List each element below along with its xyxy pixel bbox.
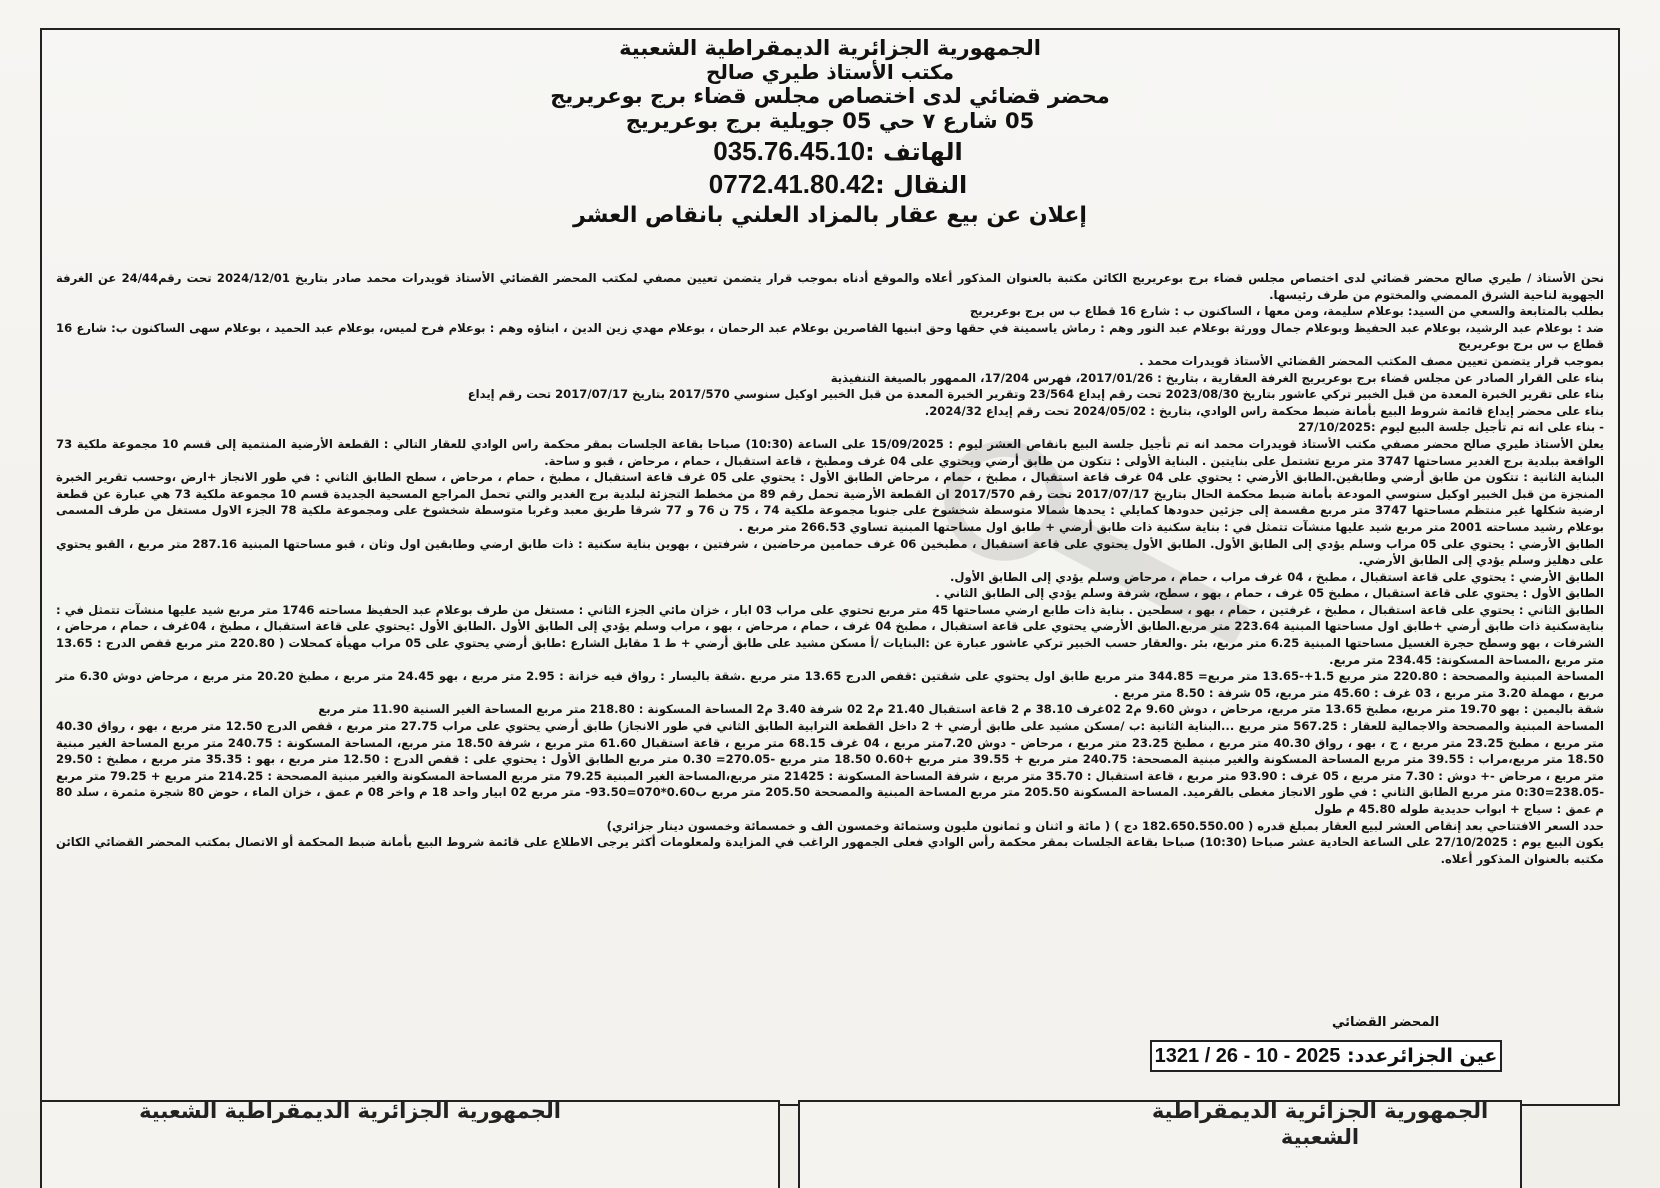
body-paragraph: المساحة المبنية والمصححة والاجمالية للعقار : 567.25 متر مربع ...البناية الثانية :ب /مسكن مشيد على طابق أرضي + 2 داخل القطعة الترابية الطابق الثاني في طور الانجاز) طابق أرضي يحتوي على مراب 27.75 متر مربع ، قفص الدرج 12.50 متر مربع ، بهو ، رواق 40.30 متر مربع ، مطبخ 23.25 متر مربع ، ج ، بهو ، رواق 40.30 متر مربع ، مطبخ 23.25 متر مربع ، مرحاض - دوش 7.20متر مربع ، 04 غرف 68.15 متر مربع ، قاعة استقبال 61.60 متر مربع ، شرفة 18.50 متر مربع، المساحة المسكونة : 240.75 متر مربع المساحة الغير مبنية 18.50 متر مربع،مراب : 39.55 متر مربع المساحة المسكونة والغير مبنية المصححة: 240.75 متر مربع + 39.55 متر مربع +0.60 18.50 متر مربع -270.05= 0.30 متر مربع الطابق الأول : يحتوي على : قفص الدرج : 12.50 متر مربع ، بهو : 35.35 متر مربع ، مطبخ : 29.50 متر مربع ، مرحاض -+ دوش : 7.30 متر مربع ، 05 غرف : 93.90 متر مربع ، قاعة استقبال : 35.70 متر مربع ، شرفة المساحة المسكونة : 21425 متر مربع،المساحة الغير المبنية 79.25 متر مربع المساحة المسكونة والغير مبنية المصححة : 214.25 متر مربع + 79.25 متر مربع -238.05=0:30 متر مربع الطابق الثاني : في طور الانجاز مغطى بالقرميد. المساحة المسكونة 205.50 متر مربع المساحة المبنية والمصححة 205.50 متر مربع ب0.60*070=93.50- متر مربع 02 ابيار واحد 18 م واخر 08 م عمق ، خزان الماء ، حوض 80 شجرة مثمرة ، سلد 80 م عمق : سياج + ابواب حديدية طوله 45.80 م طول bbox=[56, 719, 1604, 816]
mobile-label: النقال : bbox=[875, 170, 968, 199]
bailiff-signature-label: المحضر القضائي bbox=[1332, 1015, 1440, 1030]
next-notice-left bbox=[40, 1100, 780, 1188]
body-paragraph: بموجب قرار يتضمن تعيين مصف المكتب المحضر القضائي الأستاذ قويدرات محمد . bbox=[1139, 353, 1604, 368]
body-paragraph: الطابق الأول : يحتوي على قاعة استقبال ، مطبخ 05 غرف ، حمام ، بهو ، سطح، شرفة وسلم يؤدي إلى الطابق الثاني . bbox=[935, 586, 1604, 601]
body-paragraph: - بناء على انه تم تأجيل جلسة البيع ليوم :27/10/2025 bbox=[1298, 420, 1604, 435]
next-notice-right bbox=[798, 1100, 1522, 1188]
body-paragraph: الطابق الثاني : يحتوي على قاعة استقبال ، مطبخ ، غرفتين ، حمام ، بهو ، سطحين . بناية ذات طابع ارضي مساحتها 45 متر مربع تحتوي على مراب 03 ابار ، خزان مائي الجزء الثاني : مستغل من طرف بوعلام عبد الحفيظ مساحته 1746 متر مربع شيد عليها منشآت تتمثل في : بنايةسكنية ذات طابق أرضي +طابق اول مساحتها المبنية 223.64 متر مربع.الطابق الأرضي يحتوي على قاعة استقبال ، مطبخ 04 غرف ، حمام ، مرحاض ، بهو ، مراب وسلم يؤدي إلى الطابق الأول .الطابق الأول :يحتوي على قاعة استقبال ، مطبخ ، 04غرف ، حمام ، مرحاض ، الشرفات ، بهو وسطح حجرة الغسيل مساحتها المبنية 6.25 متر مربع، بئر .والعقار حسب الخبير تركي عاشور عبارة عن :البنايات /أ مسكن مشيد على طابق أرضي + ط 1 مقابل الشارع :طابق أرضي يحتوي على 05 مراب مهيأة كمحلات ( 220.80 متر مربع قفص الدرج : 13.65 متر مربع ،المساحة المسكونة: 234.45 متر مربع. bbox=[56, 602, 1605, 667]
next-notice-left-heading: الجمهورية الجزائرية الديمقراطية الشعبية bbox=[139, 1100, 561, 1123]
mobile-line bbox=[42, 169, 1618, 200]
body-paragraph: يعلن الأستاذ طيري صالح محضر مصفي مكتب الأستاذ قويدرات محمد انه تم تأجيل جلسة البيع بانقاص العشر ليوم : 15/09/2025 على الساعة (10:30) صباحا بقاعة الجلسات بمقر محكمة راس الوادي للعقار التالي : القطعة الأرضية المنتمية إلى قسم 10 مجموعة ملكية 73 الواقعة ببلدية برج الغدير مساحتها 3747 متر مربع تشتمل على بنايتين . البناية الأولى : تتكون من طابق أرضي ويحتوي على 04 غرف ومطبخ ، قاعة استقبال ، حمام ، مرحاض ، قبو و ساحة. bbox=[56, 436, 1604, 468]
office-address: 05 شارع ٧ حي 05 جويلية برج بوعريريج bbox=[625, 109, 1035, 134]
mobile-number: 0772.41.80.42 bbox=[708, 168, 876, 199]
phone-number: 035.76.45.10 bbox=[713, 135, 866, 166]
notice-header bbox=[42, 36, 1618, 229]
auction-notice bbox=[40, 28, 1620, 1106]
announcement-title: إعلان عن بيع عقار بالمزاد العلني بانقاص العشر bbox=[573, 203, 1087, 229]
body-paragraph: شقة باليمين : بهو 19.70 متر مربع، مطبخ 13.65 متر مربع، مرحاض ، دوش 9.60 م2 02غرف 38.10 م 2 قاعة استقبال 21.40 م2 02 شرفة 3.40 م2 المساحة المسكونة : 218.80 متر مربع المساحة الغير السنية 11.90 متر مربع bbox=[318, 702, 1604, 717]
body-paragraph: الطابق الأرضي : يحتوي على 05 مراب وسلم يؤدي إلى الطابق الأول. الطابق الأول يحتوي على قاعة استقبال ، مطبخين 06 غرف حمامين مرحاضين ، شرفتين ، بهوين بناية سكنية : ذات طابق ارضي وطابقين اول وثان ، قبو مساحتها المبنية 287.16 متر مربع ، القبو يحتوي على دهليز وسلم يؤدي إلى الطابق الأرضي. bbox=[56, 536, 1605, 568]
next-notice-right-heading: الجمهورية الجزائرية الديمقراطية الشعبية bbox=[1151, 1100, 1489, 1149]
body-paragraph: ضد : بوعلام عبد الرشيد، بوعلام عبد الحفيظ وبوعلام جمال وورثة بوعلام عبد النور وهم : رماش ياسمينة في حقها وحق ابنيها القاصرين بوعلام عبد الرحمان ، بوعلام مهدي زين الدين ، ابناؤه وهم : بوعلام فرح لميس، بوعلام عبد الحميد ، بوعلام سهى الساكنون ب: شارع 16 قطاع ب س برج بوعريريج bbox=[56, 320, 1604, 352]
issue-reference-box bbox=[1150, 1040, 1502, 1072]
issue-number-date: 1321 / 26 - 10 - 2025 bbox=[1154, 1045, 1341, 1067]
body-paragraph: بناء على محضر إيداع قائمة شروط البيع بأمانة ضبط محكمة راس الوادي، بتاريخ : 2024/05/02 تحت رقم إيداع 2024/32. bbox=[924, 403, 1604, 418]
country-title: الجمهورية الجزائرية الديمقراطية الشعبية bbox=[619, 36, 1041, 60]
body-paragraph: الطابق الأرضي : يحتوي على قاعة استقبال ، مطبخ ، 04 غرف مراب ، حمام ، مرحاض وسلم يؤدي إلى الطابق الأول. bbox=[950, 569, 1604, 584]
body-paragraph: نحن الأستاذ / طيري صالح محضر قضائي لدى اختصاص مجلس قضاء برج بوعريريج الكائن مكتبة بالعنوان المذكور أعلاه والموقع أدناه بموجب قرار يتضمن تعيين مصفي لمكتب المحضر القضائي الأستاذ قويدرات محمد صادر بتاريخ 2024/12/01 تحت رقم24/44 عن الغرفة الجهوية لناحية الشرق الممضي والمختوم من طرف رئيسها. bbox=[56, 271, 1604, 302]
issue-label: عين الجزائرعدد: bbox=[1346, 1045, 1498, 1067]
notice-body bbox=[56, 270, 1604, 867]
body-paragraph: بطلب بالمتابعة والسعي من السيد: بوعلام سليمة، ومن معها ، الساكنون ب : شارع 16 قطاع ب س برج بوعريريج bbox=[969, 304, 1604, 319]
body-paragraph: يكون البيع يوم : 27/10/2025 على الساعة الحادية عشر صباحا (10:30) صباحا بقاعة الجلسات بمقر محكمة رأس الوادي فعلى الجمهور الراغب في المزايدة ولمعلومات أكثر يرجى الاطلاع على قائمة شروط البيع بأمانة ضبط المحكمة أو الاتصال بمكتب المحضر القضائي الكائن مكتبه بالعنوان المذكور أعلاه. bbox=[56, 835, 1604, 866]
office-title: مكتب الأستاذ طيري صالح bbox=[705, 59, 955, 84]
phone-label: الهاتف : bbox=[865, 137, 963, 166]
body-paragraph: حدد السعر الافتتاحي بعد إنقاص العشر لبيع العقار بمبلغ قدره ( 182.650.550.00 دج ) ( مائة و اثنان و ثمانون مليون وستمائة وخمسون الف و خمسمائة وخمسون دينار جزائري) bbox=[606, 818, 1604, 833]
phone-line bbox=[42, 136, 1618, 167]
body-paragraph: المساحة المبنية والمصححة : 220.80 متر مربع 1.5+-13.65 متر مربع= 344.85 متر مربع طابق اول يحتوي على شقتين :قفص الدرج 13.65 متر مربع .شقة باليسار : رواق فيه خزانة : 2.95 متر مربع ، بهو 24.45 متر مربع ، مطبخ 20.20 متر مربع ، مرحاض دوش 6.30 متر مربع ، مهملة 3.20 متر مربع ، 03 غرف : 45.60 متر مربع، 05 شرفة : 8.50 متر مربع . bbox=[56, 669, 1604, 700]
body-paragraph: بناء على القرار الصادر عن مجلس قضاء برج بوعريريج الغرفة العقارية ، بتاريخ : 2017/01/26، فهرس 17/204، الممهور بالصيغة التنفيذية bbox=[830, 370, 1604, 385]
body-paragraph: البناية الثانية : تتكون من طابق أرضي وطابقين.الطابق الأرضي : يحتوي على 04 غرف قاعة استقبال ، مطبخ ، حمام ، مرحاض الطابق الأول : يحتوي على 05 غرف قاعة استقبال ، مطبخ ، حمام ، مرحاض ، سطح الطابق الثاني : في طور الانجاز +ارض ،وحسب تقرير الخبرة المنجزة من قبل الخبير اوكيل سنوسي المودعة بأمانة ضبط محكمة الحال بتاريخ 2017/07/17 تحت رقم 2017/570 ان القطعة الأرضية تحمل رقم 89 من مخطط التجزئة لبلدية برج الغدير والتي تحمل المراجع المسحية الجديدة قسم 10 مجموعة ملكية 73 هي عبارة عن قطعة ارضية شكلها غير منتظم مساحتها 3747 متر مربع مقسمة إلى جزئين حدودها كمايلي : يحدها شمالا متوسطة شخشوخ على جنوبا مجموعة ملكية 74 ، 75 ن 76 و 77 شرقا طريق معبد وغربا متوسطة شخشوخ على ومجموعة ملكية 78 الجزء الاول مستغل من طرف المسمى بوعلام رشيد مساحته 2001 متر مربع شيد عليها منشآت تتمثل في : بناية سكنية ذات طابق أرضي + طابق اول مساحتها المبنية تساوي 266.53 متر مربع . bbox=[56, 470, 1605, 534]
body-paragraph: بناء على تقرير الخبرة المعدة من قبل الخبير تركي عاشور بتاريخ 2023/08/30 تحت رقم إيداع 23/564 وتقرير الخبرة المعدة من قبل الخبير اوكيل سنوسي 2017/570 بتاريخ 2017/07/17 تحت رقم إيداع bbox=[467, 387, 1604, 402]
jurisdiction-title: محضر قضائي لدى اختصاص مجلس قضاء برج بوعريريج bbox=[550, 84, 1110, 109]
